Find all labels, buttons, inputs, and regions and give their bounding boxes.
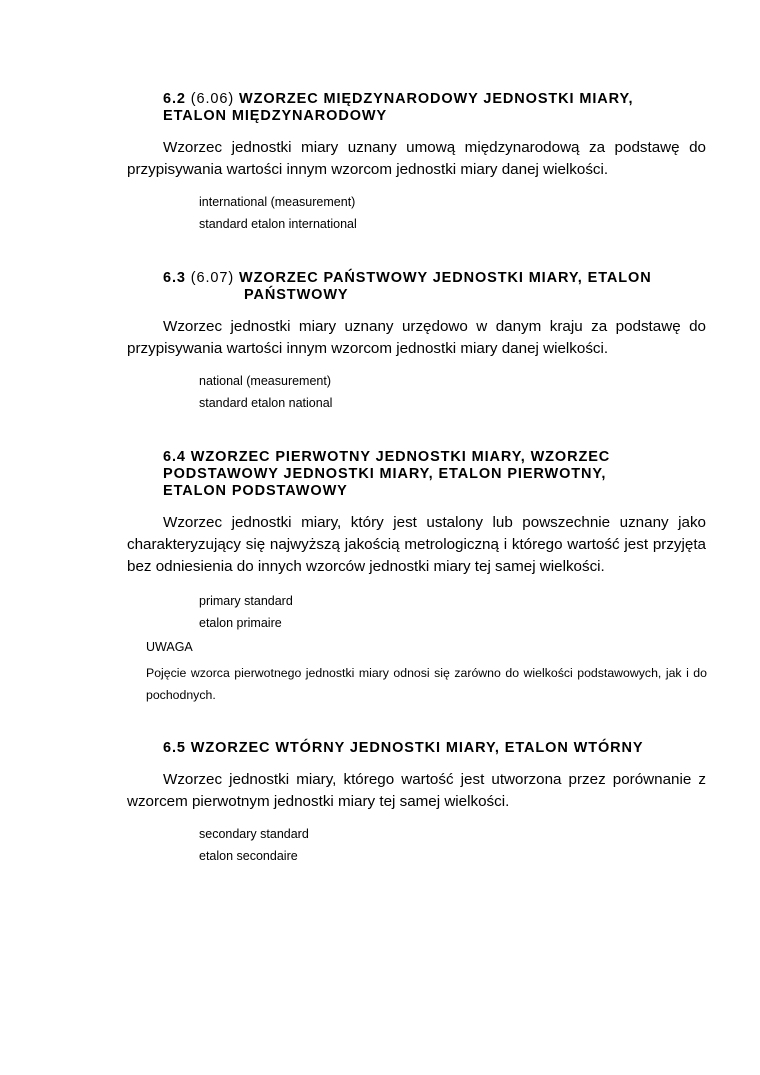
section-6-2-heading bbox=[163, 91, 633, 125]
section-title-line: WZORZEC WTÓRNY JEDNOSTKI MIARY, ETALON WTÓRNY bbox=[190, 740, 644, 756]
section-6-4-definition: Wzorzec jednostki miary, który jest ustalony lub powszechnie uznany jako charakteryzujący się najwyższą jakością metrologiczną i którego wartość jest przyjęta bez odniesienia do innych wzorców jednostki miary tej samej wielkości. bbox=[127, 514, 706, 575]
section-title-line: ETALON PODSTAWOWY bbox=[163, 483, 348, 499]
term-english: primary standard bbox=[199, 594, 293, 608]
section-title-line: WZORZEC PIERWOTNY JEDNOSTKI MIARY, WZORZEC bbox=[190, 449, 611, 465]
section-number: 6.4 bbox=[163, 449, 186, 465]
section-number: 6.5 bbox=[163, 740, 186, 756]
section-title-line: ETALON MIĘDZYNARODOWY bbox=[163, 108, 388, 124]
section-title-line: PAŃSTWOWY bbox=[244, 287, 349, 303]
section-old-number: (6.07) bbox=[190, 270, 235, 286]
term-french: standard etalon national bbox=[199, 396, 333, 410]
section-title-line: WZORZEC MIĘDZYNARODOWY JEDNOSTKI MIARY, bbox=[239, 91, 634, 107]
term-french: etalon primaire bbox=[199, 616, 282, 630]
section-number: 6.2 bbox=[163, 91, 186, 107]
section-number: 6.3 bbox=[163, 270, 186, 286]
section-old-number: (6.06) bbox=[190, 91, 235, 107]
term-english: secondary standard bbox=[199, 827, 309, 841]
section-6-5-definition: Wzorzec jednostki miary, którego wartość jest utworzona przez porównanie z wzorcem pierwotnym jednostki miary tej samej wielkości. bbox=[127, 771, 706, 810]
section-6-3-definition: Wzorzec jednostki miary uznany urzędowo w danym kraju za podstawę do przypisywania wartości innym wzorcom jednostki miary danej wielkości. bbox=[127, 318, 706, 357]
term-french: standard etalon international bbox=[199, 217, 357, 231]
term-french: etalon secondaire bbox=[199, 849, 298, 863]
section-6-5-heading bbox=[163, 740, 643, 757]
section-title-line: PODSTAWOWY JEDNOSTKI MIARY, ETALON PIERWOTNY, bbox=[163, 466, 607, 482]
term-english: international (measurement) bbox=[199, 195, 356, 209]
term-english: national (measurement) bbox=[199, 374, 332, 388]
note-text: Pojęcie wzorca pierwotnego jednostki miary odnosi się zarówno do wielkości podstawowych, jak i do pochodnych. bbox=[146, 666, 707, 702]
section-title-line: WZORZEC PAŃSTWOWY JEDNOSTKI MIARY, ETALON bbox=[239, 270, 652, 286]
note-label: UWAGA bbox=[146, 640, 193, 654]
section-6-2-definition: Wzorzec jednostki miary uznany umową międzynarodową za podstawę do przypisywania wartości innym wzorcom jednostki miary danej wielkości. bbox=[127, 139, 706, 178]
section-6-3-heading bbox=[163, 270, 652, 304]
section-6-4-heading bbox=[163, 449, 610, 500]
